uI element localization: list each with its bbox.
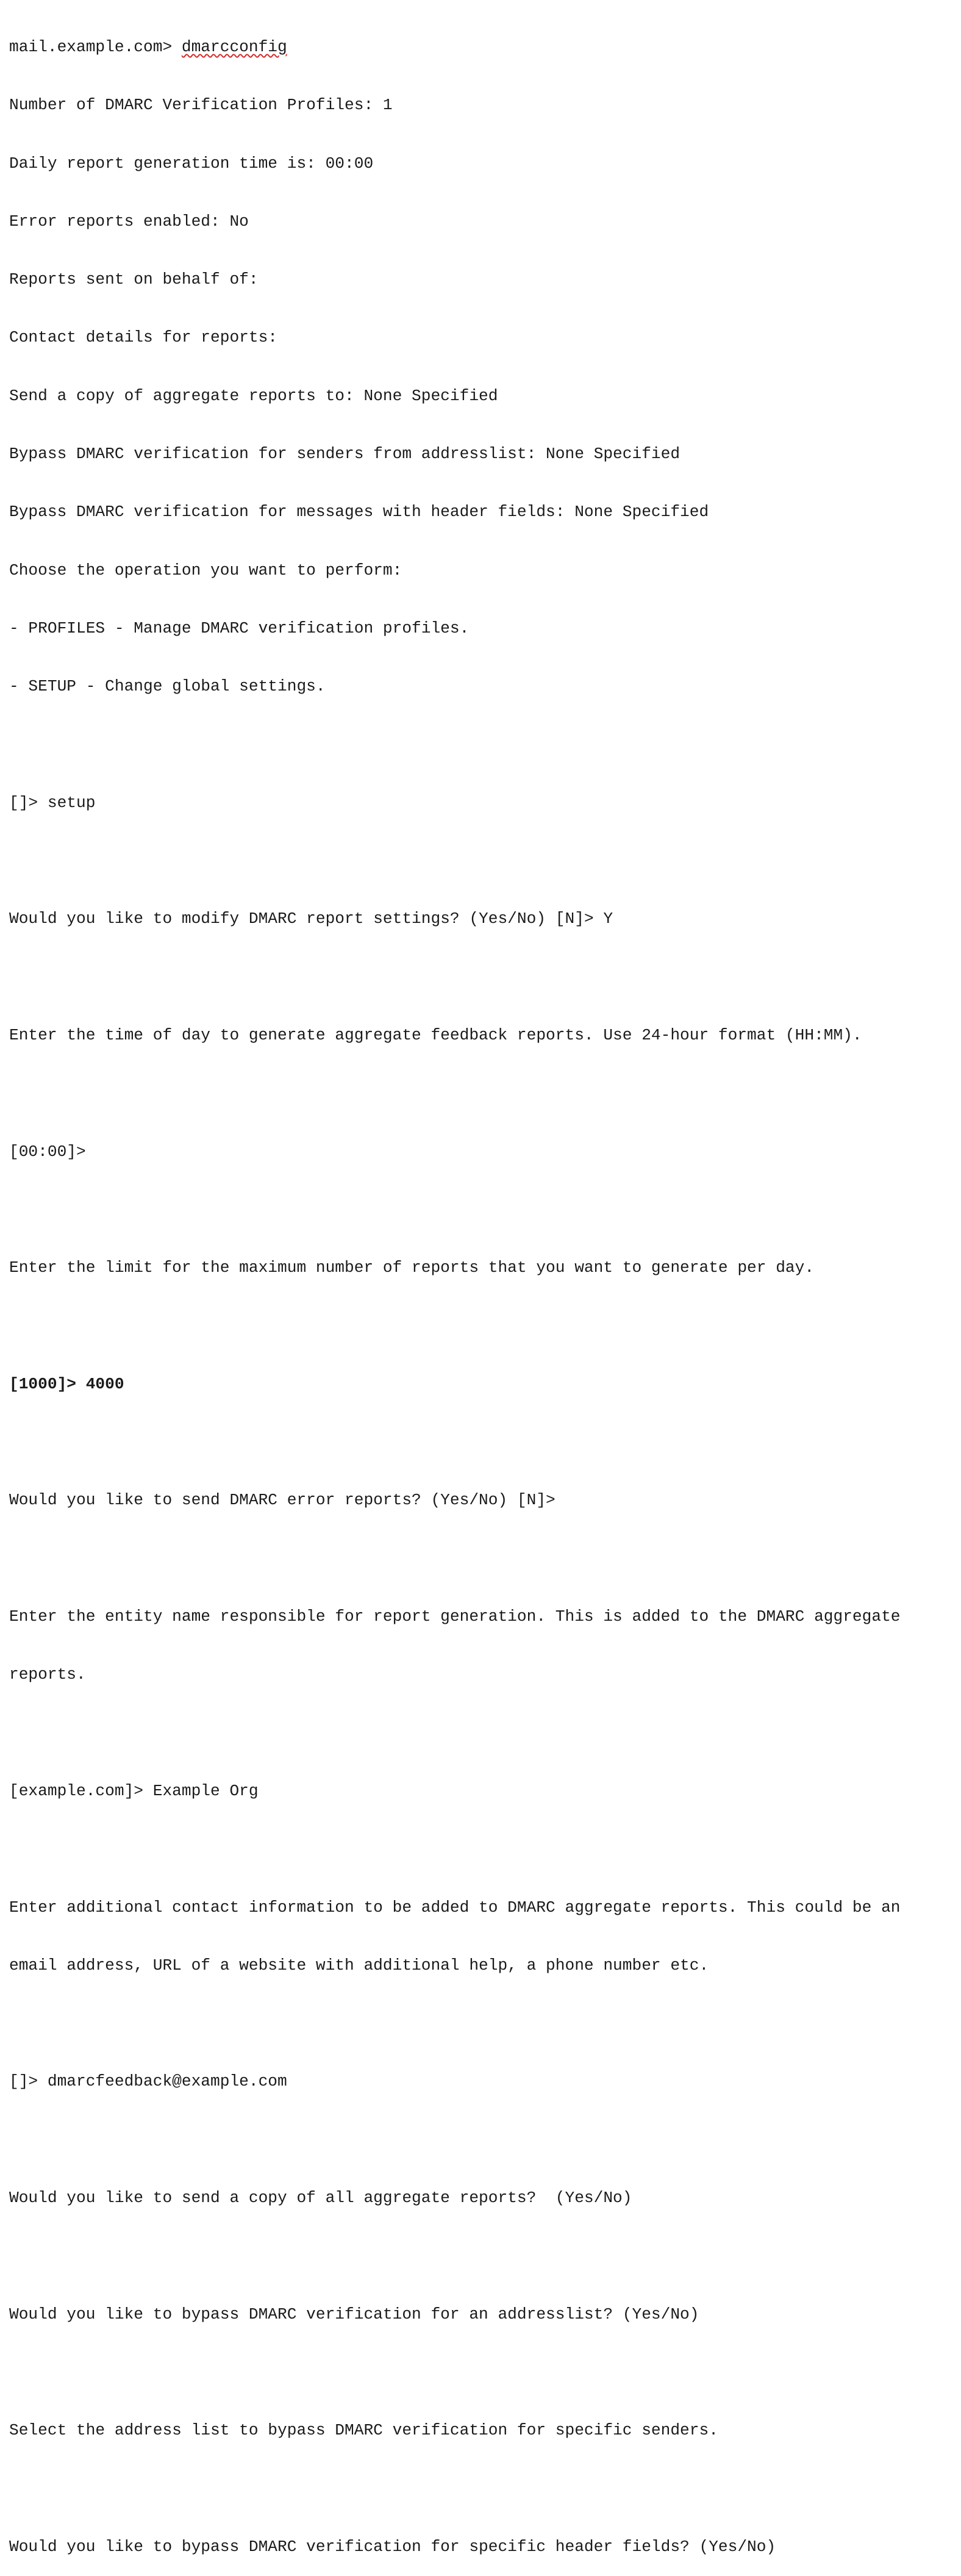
entity-question-line: Enter the entity name responsible for report generation. This is added to the DMARC aggregate	[9, 1607, 901, 1626]
status-line: Daily report generation time is: 00:00	[9, 154, 374, 173]
blank-line	[9, 1432, 957, 1453]
copy-question-line: Would you like to send a copy of all aggregate reports? (Yes/No)	[9, 2188, 632, 2207]
status-line: Bypass DMARC verification for messages with header fields: None Specified	[9, 503, 709, 522]
time-answer-line: [00:00]>	[9, 1142, 86, 1161]
command-text: dmarcconfig	[181, 38, 287, 56]
entity-question-line: reports.	[9, 1665, 86, 1684]
status-line: - SETUP - Change global settings.	[9, 677, 326, 696]
shell-prompt: mail.example.com>	[9, 38, 182, 56]
contact-question-line: email address, URL of a website with additional help, a phone number etc.	[9, 1956, 709, 1975]
modify-question-line: Would you like to modify DMARC report settings? (Yes/No) [N]> Y	[9, 909, 613, 928]
status-line: Contact details for reports:	[9, 328, 278, 347]
setup-input-line: []> setup	[9, 793, 96, 812]
status-line: Bypass DMARC verification for senders from addresslist: None Specified	[9, 445, 681, 464]
status-line: Send a copy of aggregate reports to: None Specified	[9, 386, 498, 405]
blank-line	[9, 734, 957, 756]
blank-line	[9, 1548, 957, 1570]
blank-line	[9, 2129, 957, 2151]
limit-answer-line: [1000]> 4000	[9, 1374, 124, 1393]
blank-line	[9, 1723, 957, 1744]
blank-line	[9, 1839, 957, 1860]
blank-line	[9, 2362, 957, 2383]
contact-answer-line: []> dmarcfeedback@example.com	[9, 2072, 287, 2091]
blank-line	[9, 967, 957, 988]
bypass-header-question-line: Would you like to bypass DMARC verification for specific header fields? (Yes/No)	[9, 2537, 776, 2556]
status-line: - PROFILES - Manage DMARC verification profiles.	[9, 619, 470, 637]
blank-line	[9, 1199, 957, 1221]
status-line: Error reports enabled: No	[9, 212, 249, 231]
time-question-line: Enter the time of day to generate aggregate feedback reports. Use 24-hour format (HH:MM).	[9, 1026, 862, 1045]
blank-line	[9, 2245, 957, 2267]
blank-line	[9, 2013, 957, 2034]
select-list-line: Select the address list to bypass DMARC verification for specific senders.	[9, 2421, 718, 2440]
status-line: Number of DMARC Verification Profiles: 1	[9, 96, 393, 115]
bypass-list-question-line: Would you like to bypass DMARC verification for an addresslist? (Yes/No)	[9, 2305, 699, 2323]
blank-line	[9, 850, 957, 872]
limit-question-line: Enter the limit for the maximum number of reports that you want to generate per day.	[9, 1258, 815, 1277]
blank-line	[9, 1083, 957, 1104]
blank-line	[9, 2478, 957, 2499]
entity-answer-line: [example.com]> Example Org	[9, 1781, 259, 1800]
command-line	[9, 37, 957, 58]
blank-line	[9, 1316, 957, 1337]
status-line: Reports sent on behalf of:	[9, 270, 259, 289]
status-line: Choose the operation you want to perform:	[9, 561, 402, 579]
error-question-line: Would you like to send DMARC error reports? (Yes/No) [N]>	[9, 1491, 556, 1510]
contact-question-line: Enter additional contact information to be added to DMARC aggregate reports. This could be an	[9, 1898, 901, 1917]
terminal-output[interactable]	[9, 0, 957, 2576]
